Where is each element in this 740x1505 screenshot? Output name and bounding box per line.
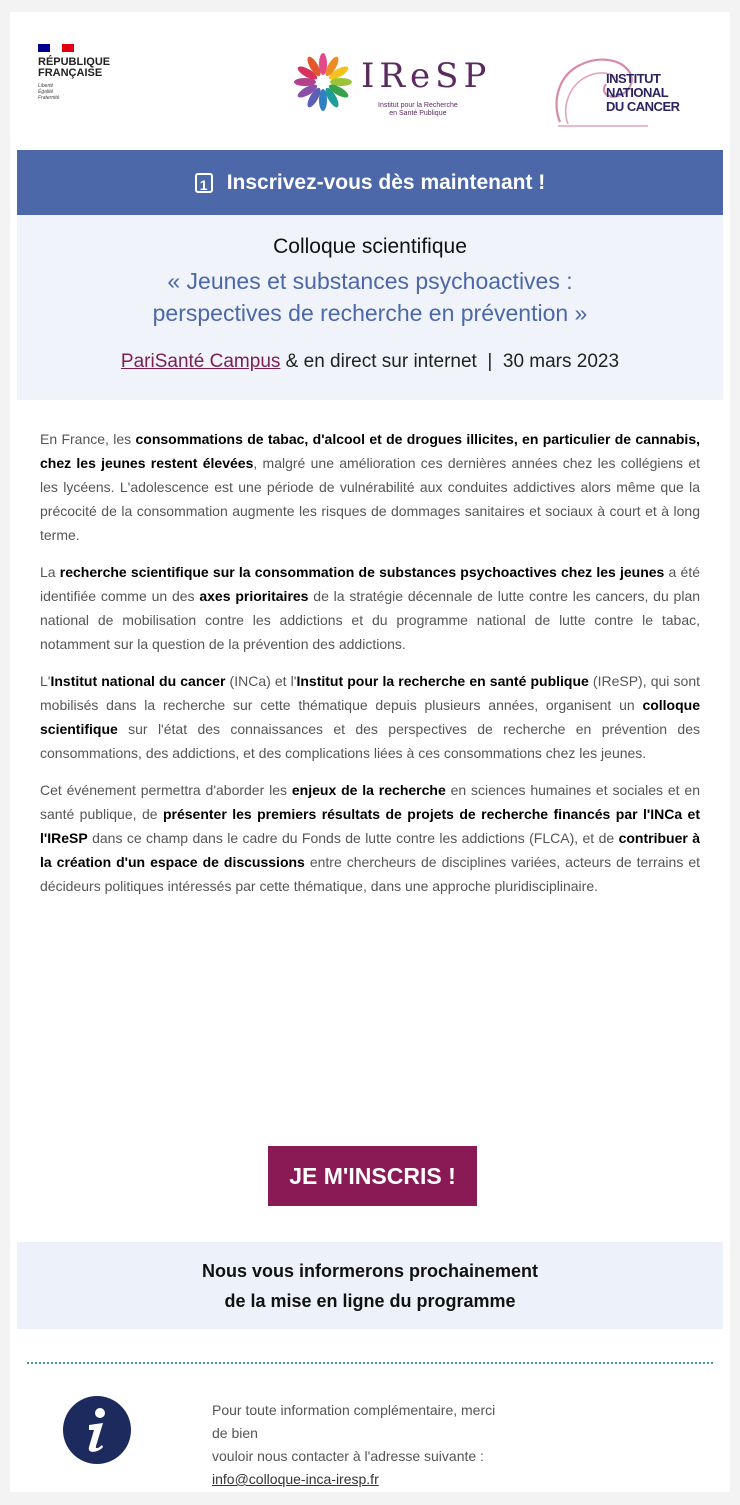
contact-info: Pour toute information complémentaire, merci de bien vouloir nous contacter à l'adresse suivante : info@colloque-inca-iresp.fr	[212, 1402, 496, 1487]
venue-link[interactable]: PariSanté Campus	[120, 351, 281, 372]
paragraph-1: En France, les consommations de tabac, d'alcool et de drogues illicites, en particulier de cannabis, chez les jeunes restent élevées, malgré une amélioration ces dernières années chez les collégiens et les lycéens. L'adolescence est une période de vulnérabilité aux conduites addictives alors même que la précocité de la consommation augmente les risques de dommages sanitaires et sociaux à court et à long terme.	[40, 431, 701, 543]
program-notice: Nous vous informerons prochainement de la mise en ligne du programme	[17, 1242, 723, 1329]
event-date-line: & en direct sur internet | 30 mars 2023	[280, 351, 620, 372]
register-button[interactable]: JE M'INSCRIS !	[268, 1146, 477, 1206]
event-title: « Jeunes et substances psychoactives : perspectives de recherche en prévention »	[152, 268, 588, 326]
republique-francaise-logo	[38, 44, 110, 101]
iresp-wordmark: IReSP	[361, 56, 492, 96]
dotted-divider	[27, 1362, 713, 1364]
banner-text: Inscrivez-vous dès maintenant !	[226, 170, 546, 194]
paragraph-4: Cet événement permettra d'aborder les enjeux de la recherche en sciences humaines et sociales et en santé publique, de présenter les premiers résultats de projets de recherche financés par l'INCa et l'IReSP dans ce champ dans le cadre du Fonds de lutte contre les addictions (FLCA), et de contribuer à la création d'un espace de discussions entre chercheurs de disciplines variées, acteurs de terrains et décideurs politiques intéressés par cette thématique, dans une approche pluridisciplinaire.	[40, 782, 700, 894]
number-one-icon: 1	[195, 173, 213, 193]
iresp-star-icon	[288, 52, 358, 112]
contact-email-link[interactable]: info@colloque-inca-iresp.fr	[212, 1471, 379, 1487]
republique-motto: Liberté Égalité Fraternité	[38, 83, 60, 101]
french-flag-icon	[38, 44, 74, 52]
iresp-subtitle: Institut pour la Recherche en Santé Publique	[378, 102, 458, 117]
inca-logo	[548, 52, 708, 132]
inca-name: INSTITUT NATIONAL DU CANCER	[606, 71, 680, 114]
paragraph-2: La recherche scientifique sur la consommation de substances psychoactives chez les jeunes a été identifiée comme un des axes prioritaires de la stratégie décennale de lutte contre les cancers, du plan national de mobilisation contre les addictions et du programme national de lutte contre le tabac, notamment sur la question de la prévention des addictions.	[40, 564, 701, 652]
republique-name: RÉPUBLIQUE FRANÇAISE	[38, 56, 111, 79]
info-icon	[63, 1396, 131, 1464]
iresp-logo	[288, 52, 518, 117]
email-frame	[10, 12, 730, 1492]
event-hero	[17, 215, 723, 400]
register-banner	[17, 150, 723, 215]
event-type: Colloque scientifique	[273, 235, 467, 258]
event-details	[17, 351, 723, 373]
body-text	[40, 427, 700, 911]
paragraph-3: L'Institut national du cancer (INCa) et l'Institut pour la recherche en santé publique (IReSP), qui sont mobilisés dans la recherche sur cette thématique depuis plusieurs années, organisent un colloque scientifique sur l'état des connaissances et des perspectives de recherche en prévention des consommations, des addictions, et des complications liées à ces consommations chez les jeunes.	[40, 673, 700, 761]
